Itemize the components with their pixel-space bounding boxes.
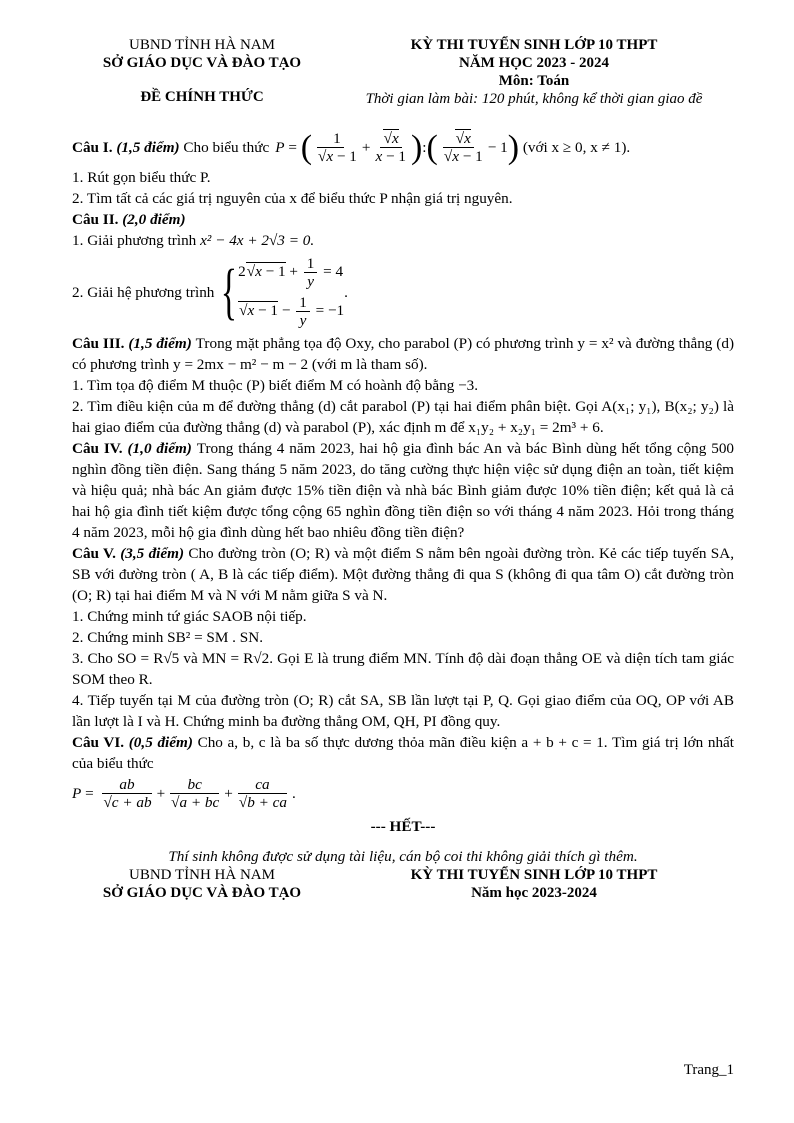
q5-points: (3,5 điểm) <box>120 545 184 562</box>
q1-item-2: 2. Tìm tất cả các giá trị nguyên của x để biểu thức P nhận giá trị nguyên. <box>72 190 513 207</box>
q4-label: Câu IV. <box>72 440 123 457</box>
q3-item-2: 2. Tìm điều kiện của m để đường thẳng (d) cắt parabol (P) tại hai điểm phân biệt. Gọi A(x₁; y₁), B(x₂; y₂) là hai giao điểm của đường thẳng (d) và parabol (P), xác định m để x₁y₂ + x₂y₁ = 2m³ + 6. <box>72 398 734 436</box>
q2-heading <box>72 209 734 230</box>
subject: Môn: Toán <box>498 73 570 89</box>
q5-item-2: 2. Chứng minh SB² = SM . SN. <box>72 629 263 646</box>
footer-left <box>72 866 332 902</box>
q5-label: Câu V. <box>72 545 116 562</box>
school-year: NĂM HỌC 2023 - 2024 <box>459 55 609 71</box>
q1-points: (1,5 điểm) <box>116 139 180 156</box>
q4-points: (1,0 điểm) <box>127 440 192 457</box>
q2-equation: x² − 4x + 2√3 = 0. <box>200 232 315 249</box>
footer-department: SỞ GIÁO DỤC VÀ ĐÀO TẠO <box>102 885 302 901</box>
q6-points: (0,5 điểm) <box>128 734 193 751</box>
header-left <box>72 36 332 108</box>
time-limit: Thời gian làm bài: 120 phút, không kể thời gian giao đề <box>365 91 703 107</box>
q1-label: Câu I. <box>72 139 113 156</box>
footer-header <box>72 866 734 902</box>
page-number: Trang_1 <box>683 1062 734 1078</box>
q2-system: { 2√ x − 1 + $\frac{1}{y}$ = 4 √ x − 1 − $\frac{1}{y}$ = −1 <box>214 255 344 329</box>
footer-school-year: Năm học 2023-2024 <box>471 885 597 901</box>
department-label: SỞ GIÁO DỤC VÀ ĐÀO TẠO <box>102 55 302 71</box>
q2-label: Câu II. <box>72 211 119 228</box>
q3-points: (1,5 điểm) <box>128 335 192 352</box>
q1-formula: P = ( 1 √ x − 1 + √ $\frac{x}{x - 1}$ ) : ( √ x √ x − 1 − 1 ) <box>275 130 519 165</box>
q3-text: Trong mặt phẳng tọa độ Oxy, cho parabol (P) có phương trình y = x² và đường thẳng (d) có phương trình y = 2mx − m² − m − 2 (với m là tham số). <box>72 335 735 373</box>
q6-statement <box>72 732 734 774</box>
q1-item-1: 1. Rút gọn biểu thức P. <box>72 169 211 186</box>
province-label: UBND TỈNH HÀ NAM <box>129 37 275 53</box>
footer-right <box>334 866 734 902</box>
official-label: ĐỀ CHÍNH THỨC <box>140 89 264 105</box>
q5-item-4: 4. Tiếp tuyến tại M của đường tròn (O; R) cắt SA, SB lần lượt tại P, Q. Gọi giao điểm của OQ, OP với AB lần lượt là I và H. Chứng minh ba đường thẳng OM, QH, PI đồng quy. <box>72 692 734 730</box>
header-right <box>334 36 734 108</box>
q5-item-1: 1. Chứng minh tứ giác SAOB nội tiếp. <box>72 608 307 625</box>
q3-label: Câu III. <box>72 335 125 352</box>
exam-note: Thí sinh không được sử dụng tài liệu, cán bộ coi thi không giải thích gì thêm. <box>168 848 638 865</box>
q1-intro: Cho biểu thức <box>183 139 270 156</box>
q2-item-2-label: 2. Giải hệ phương trình <box>72 283 215 301</box>
q4-statement <box>72 438 734 543</box>
footer-province: UBND TỈNH HÀ NAM <box>129 867 275 883</box>
q5-text: Cho đường tròn (O; R) và một điểm S nằm bên ngoài đường tròn. Kẻ các tiếp tuyến SA, SB với đường tròn ( A, B là các tiếp điểm). Một đường thẳng đi qua S (không đi qua tâm O) cắt đường tròn (O; R) tại hai điểm M và N với M nằm giữa S và N. <box>72 545 734 604</box>
q6-formula: P = ab √ c + ab + bc √ a + bc + ca √ b + ca . <box>72 776 734 811</box>
exam-title: KỲ THI TUYỂN SINH LỚP 10 THPT <box>410 37 658 53</box>
end-marker: --- HẾT--- <box>370 818 436 835</box>
header <box>72 36 734 108</box>
exam-page <box>72 36 734 902</box>
q1-statement <box>72 130 734 165</box>
q4-text: Trong tháng 4 năm 2023, hai hộ gia đình bác An và bác Bình dùng hết tổng cộng 500 nghìn đồng tiền điện. Sang tháng 5 năm 2023, do tăng cường thực hiện việc sử dụng điện an toàn, tiết kiệm và hiệu quả; nhà bác An giảm được 15% tiền điện và nhà bác Bình giảm được 10% tiền điện; kết quả là cả hai hộ gia đình tiết kiệm được tổng cộng 65 nghìn đồng tiền điện so với tháng 4 năm 2023. Hỏi trong tháng 4 năm 2023, mỗi hộ gia đình dùng hết bao nhiêu đồng tiền điện? <box>72 440 735 541</box>
q5-statement <box>72 543 734 606</box>
q2-item-2: 2. Giải hệ phương trình { 2√ x − 1 + $\frac{1}{y}$ = 4 √ x − 1 − $\frac{1}{y}$ = −1 . <box>72 255 734 329</box>
q2-points: (2,0 điểm) <box>122 211 186 228</box>
q1-condition: (với x ≥ 0, x ≠ 1). <box>522 139 631 156</box>
q3-statement <box>72 333 734 375</box>
footer-exam-title: KỲ THI TUYỂN SINH LỚP 10 THPT <box>410 867 658 883</box>
q2-item-1 <box>72 230 734 251</box>
q2-item-1-label: 1. Giải phương trình <box>72 232 197 249</box>
q5-item-3: 3. Cho SO = R√5 và MN = R√2. Gọi E là trung điểm MN. Tính độ dài đoạn thẳng OE và diện tích tam giác SOM theo R. <box>72 650 734 688</box>
q6-text: Cho a, b, c là ba số thực dương thỏa mãn điều kiện a + b + c = 1. Tìm giá trị lớn nhất của biểu thức <box>72 734 735 772</box>
q6-label: Câu VI. <box>72 734 125 751</box>
q3-item-1: 1. Tìm tọa độ điểm M thuộc (P) biết điểm M có hoành độ bằng −3. <box>72 377 479 394</box>
